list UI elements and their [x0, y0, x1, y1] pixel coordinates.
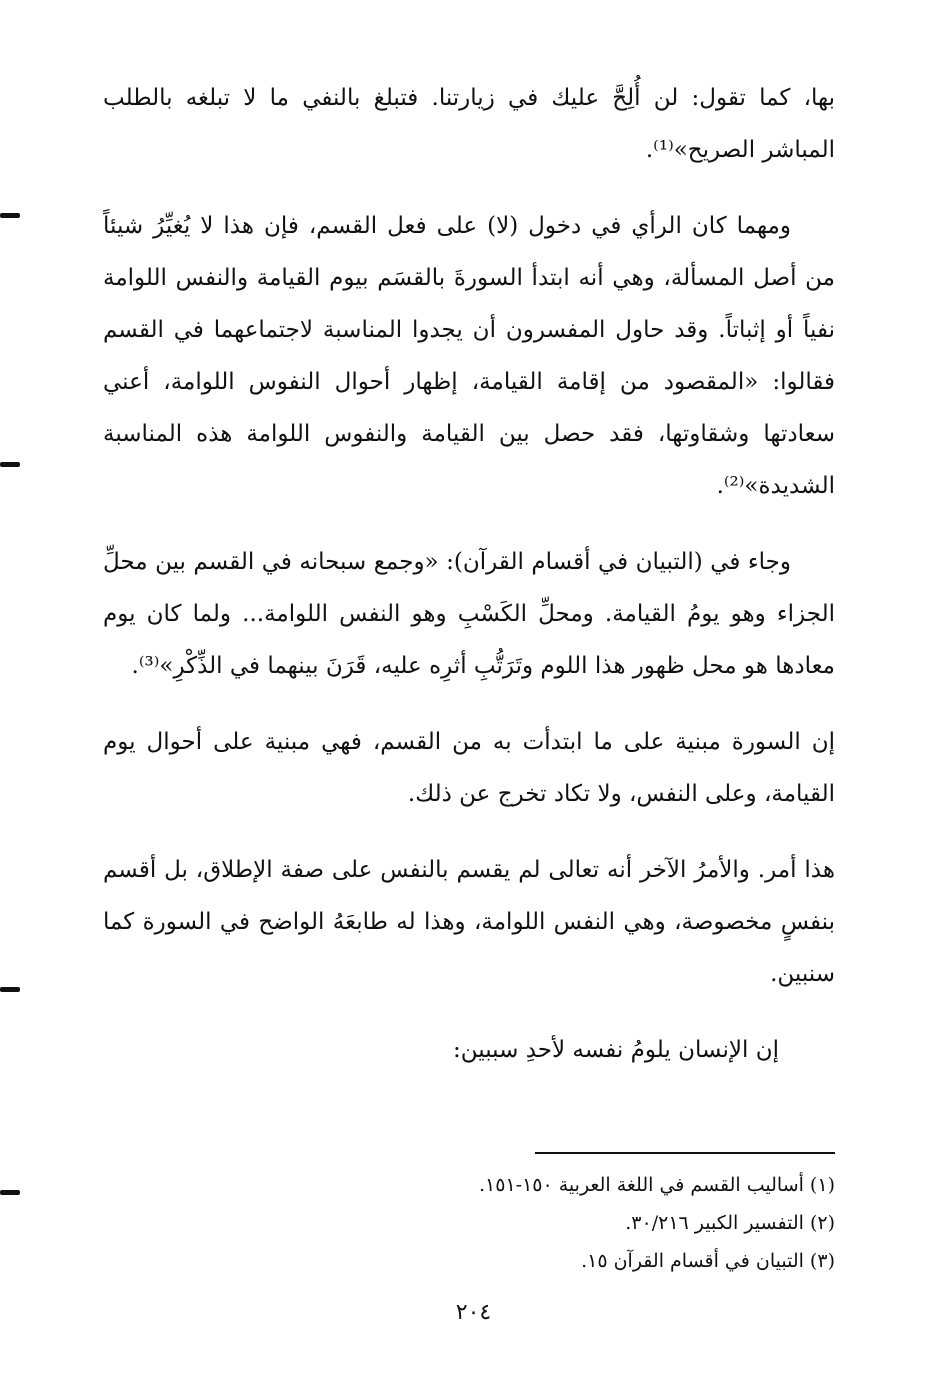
scan-edge-mark — [0, 462, 20, 467]
paragraph: إن السورة مبنية على ما ابتدأت به من القسم، فهي مبنية على أحوال يوم القيامة، وعلى النفس، ولا تكاد تخرج عن ذلك. — [103, 729, 835, 807]
paragraph: إن الإنسان يلومُ نفسه لأحدِ سببين: — [453, 1037, 779, 1063]
scan-edge-mark — [0, 1190, 20, 1195]
page-number: ٢٠٤ — [455, 1300, 492, 1325]
paragraph: هذا أمر. والأمرُ الآخر أنه تعالى لم يقسم بالنفس على صفة الإطلاق، بل أقسم بنفسٍ مخصوصة، وهي النفس اللوامة، وهذا له طابعَهُ الواضح في السورة كما سنبين. — [103, 857, 835, 987]
footnote-divider — [535, 1152, 835, 1154]
footnotes — [275, 1166, 835, 1280]
scan-edge-mark — [0, 987, 20, 992]
paragraph: وجاء في (التبيان في أقسام القرآن): «وجمع سبحانه في القسم بين محلِّ الجزاء وهو يومُ القيامة. ومحلِّ الكَسْبِ وهو النفس اللوامة... ولما كان يوم معادها هو محل ظهور هذا اللوم وتَرَتُّبِ أثرِه عليه، قَرَنَ بينهما في الذِّكْرِ»⁽³⁾. — [103, 549, 835, 679]
paragraph: ومهما كان الرأي في دخول (لا) على فعل القسم، فإن هذا لا يُغيِّرُ شيئاً من أصل المسألة، وهي أنه ابتدأ السورةَ بالقسَم بيوم القيامة والنفس اللوامة نفياً أو إثباتاً. وقد حاول المفسرون أن يجدوا المناسبة لاجتماعهما في القسم فقالوا: «المقصود من إقامة القيامة، إظهار أحوال النفوس اللوامة، أعني سعادتها وشقاوتها، فقد حصل بين القيامة والنفوس اللوامة هذه المناسبة الشديدة»⁽²⁾. — [103, 213, 835, 499]
footnote-item: (٣) التبيان في أقسام القرآن ١٥. — [581, 1250, 835, 1272]
paragraph-continuation: بها، كما تقول: لن أُلِحَّ عليك في زيارتنا. فتبلغ بالنفي ما لا تبلغه بالطلب المباشر الصريح»⁽¹⁾. — [103, 85, 835, 163]
footnote-item: (٢) التفسير الكبير ٣٠/٢١٦. — [625, 1212, 835, 1234]
page-body — [103, 72, 835, 1100]
scan-edge-mark — [0, 213, 20, 218]
footnote-item: (١) أساليب القسم في اللغة العربية ١٥٠-١٥١. — [478, 1174, 835, 1196]
